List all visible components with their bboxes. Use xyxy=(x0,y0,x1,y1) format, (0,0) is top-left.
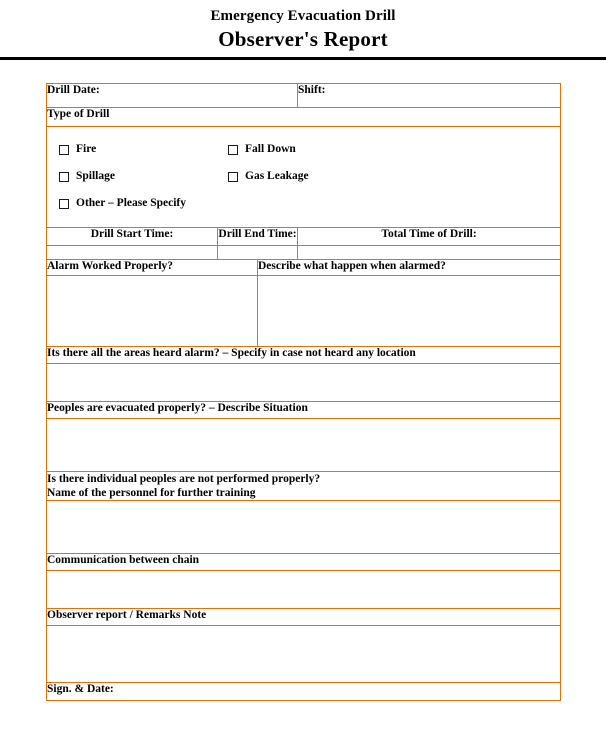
observer-report-field[interactable] xyxy=(47,626,561,683)
table-row xyxy=(47,260,561,276)
drill-end-time-label: Drill End Time: xyxy=(218,228,298,246)
table-row xyxy=(47,683,561,701)
individual-not-performed-label-line-2: Name of the personnel for further training xyxy=(47,487,256,499)
form-table xyxy=(46,83,561,701)
table-row xyxy=(47,501,561,554)
checkbox-option-fire[interactable] xyxy=(47,143,224,156)
table-row xyxy=(47,419,561,472)
document-header xyxy=(0,0,606,52)
page-title: Observer's Report xyxy=(218,27,388,51)
table-row xyxy=(47,402,561,419)
checkbox-label: Fall Down xyxy=(245,143,296,155)
drill-date-label: Drill Date: xyxy=(47,84,298,108)
checkbox-row xyxy=(47,163,560,190)
document-subtitle: Emergency Evacuation Drill xyxy=(210,8,396,24)
table-row xyxy=(47,609,561,626)
drill-start-time-field[interactable] xyxy=(47,246,218,260)
areas-heard-alarm-field[interactable] xyxy=(47,364,561,402)
checkbox-row xyxy=(47,190,560,217)
alarm-worked-field[interactable] xyxy=(47,276,258,347)
communication-chain-field[interactable] xyxy=(47,571,561,609)
table-row xyxy=(47,127,561,228)
checkbox-option-spillage[interactable] xyxy=(47,170,224,183)
checkbox-label: Fire xyxy=(76,143,97,155)
alarm-worked-label: Alarm Worked Properly? xyxy=(47,260,258,276)
peoples-evacuated-field[interactable] xyxy=(47,419,561,472)
checkbox-empty-icon[interactable] xyxy=(228,145,238,155)
table-row xyxy=(47,571,561,609)
observer-report-label: Observer report / Remarks Note xyxy=(47,609,561,626)
table-row xyxy=(47,84,561,108)
individual-not-performed-label xyxy=(47,472,561,501)
checkbox-empty-icon[interactable] xyxy=(59,172,69,182)
drill-type-options-cell xyxy=(47,127,561,228)
checkbox-label: Other – Please Specify xyxy=(76,197,186,209)
peoples-evacuated-label: Peoples are evacuated properly? – Describe Situation xyxy=(47,402,561,419)
checkbox-label: Spillage xyxy=(76,170,115,182)
table-row xyxy=(47,276,561,347)
describe-alarmed-field[interactable] xyxy=(258,276,561,347)
individual-not-performed-label-line-1: Is there individual peoples are not performed properly? xyxy=(47,473,321,485)
shift-label: Shift: xyxy=(298,84,561,108)
table-row xyxy=(47,364,561,402)
checkbox-label: Gas Leakage xyxy=(245,170,309,182)
individual-not-performed-field[interactable] xyxy=(47,501,561,554)
total-time-of-drill-label: Total Time of Drill: xyxy=(298,228,561,246)
checkbox-option-gas-leakage[interactable] xyxy=(224,170,309,183)
areas-heard-alarm-label: Its there all the areas heard alarm? – Specify in case not heard any location xyxy=(47,347,561,364)
describe-alarmed-label: Describe what happen when alarmed? xyxy=(258,260,561,276)
table-row xyxy=(47,554,561,571)
checkbox-option-other[interactable] xyxy=(47,197,186,210)
table-row xyxy=(47,626,561,683)
drill-type-checkbox-group xyxy=(47,127,560,227)
table-row xyxy=(47,472,561,501)
header-divider xyxy=(0,57,606,60)
table-row xyxy=(47,246,561,260)
checkbox-option-fall-down[interactable] xyxy=(224,143,296,156)
type-of-drill-label: Type of Drill xyxy=(47,108,561,127)
table-row xyxy=(47,228,561,246)
checkbox-row xyxy=(47,136,560,163)
observer-report-form xyxy=(46,83,560,701)
checkbox-empty-icon[interactable] xyxy=(59,145,69,155)
total-time-of-drill-field[interactable] xyxy=(298,246,561,260)
drill-end-time-field[interactable] xyxy=(218,246,298,260)
checkbox-empty-icon[interactable] xyxy=(228,172,238,182)
checkbox-empty-icon[interactable] xyxy=(59,199,69,209)
communication-chain-label: Communication between chain xyxy=(47,554,561,571)
table-row xyxy=(47,108,561,127)
drill-start-time-label: Drill Start Time: xyxy=(47,228,218,246)
table-row xyxy=(47,347,561,364)
sign-and-date-label: Sign. & Date: xyxy=(47,683,561,701)
